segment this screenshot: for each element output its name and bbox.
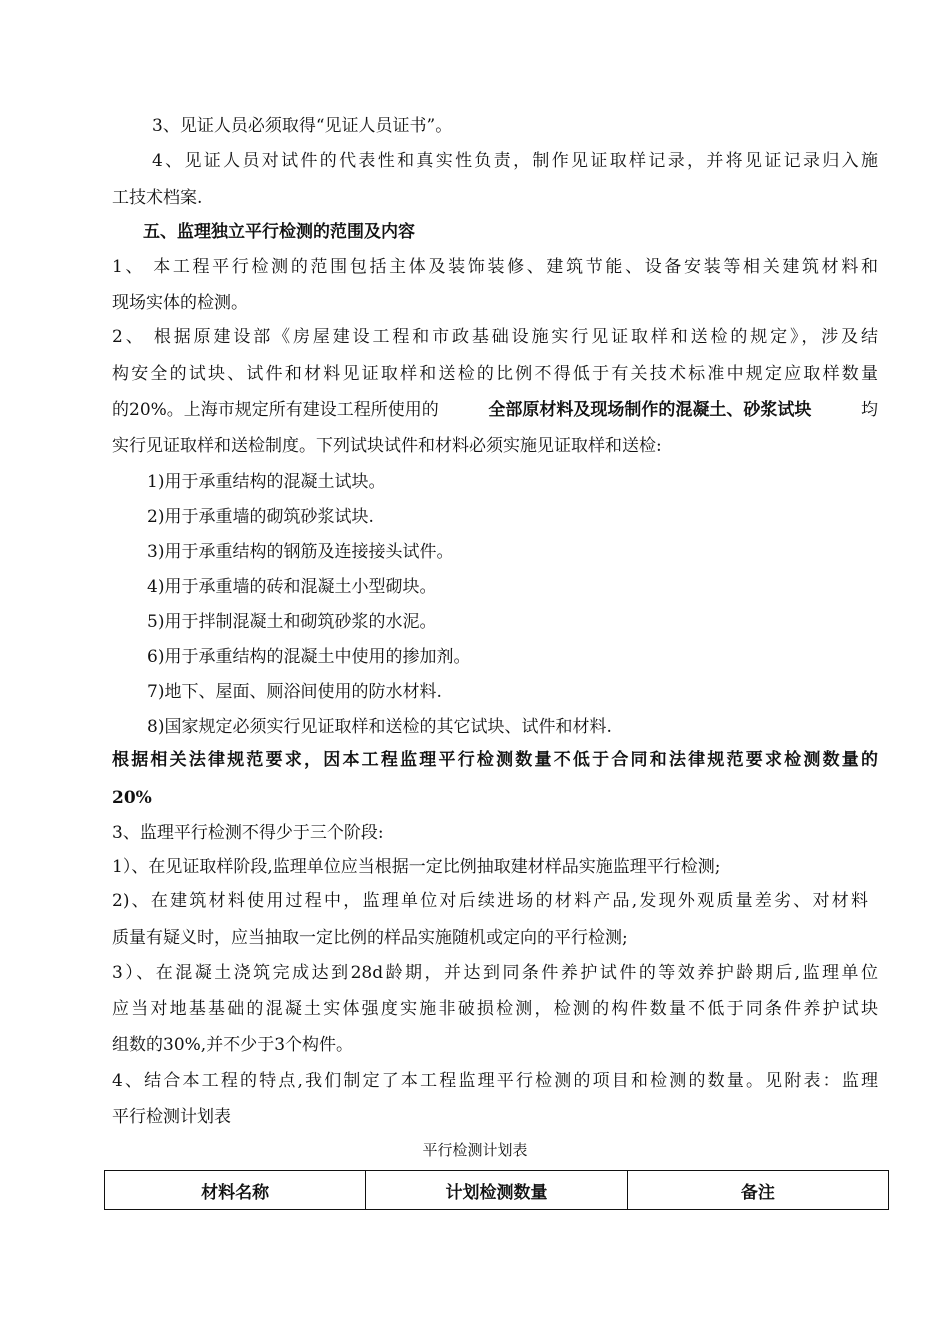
paragraph-line: 组数的30%,并不少于3个构件。	[112, 1035, 354, 1055]
plan-table	[104, 1170, 889, 1210]
paragraph-line: 平行检测计划表	[112, 1107, 231, 1127]
list-item: 3)用于承重结构的钢筋及连接接头试件。	[147, 542, 454, 562]
paragraph-line: 3）、在混凝土浇筑完成达到28d龄期，并达到同条件养护试件的等效养护龄期后,监理单位	[112, 963, 878, 983]
table-caption: 平行检测计划表	[422, 1141, 528, 1159]
paragraph-line: 质量有疑义时，应当抽取一定比例的样品实施随机或定向的平行检测;	[112, 928, 628, 948]
list-item: 2)用于承重墙的砌筑砂浆试块.	[147, 507, 374, 527]
paragraph-line: 3、见证人员必须取得“见证人员证书”。	[152, 116, 453, 136]
emphasized-paragraph: 根据相关法律规范要求，因本工程监理平行检测数量不低于合同和法律规范要求检测数量的	[112, 750, 878, 770]
paragraph-line: 3、监理平行检测不得少于三个阶段:	[112, 823, 384, 843]
list-item: 1)用于承重结构的混凝土试块。	[147, 472, 386, 492]
paragraph-line: 1）、在见证取样阶段,监理单位应当根据一定比例抽取建材样品实施监理平行检测;	[112, 857, 721, 877]
paragraph-line: 实行见证取样和送检制度。下列试块试件和材料必须实施见证取样和送检:	[112, 436, 662, 456]
paragraph-line: 2、 根据原建设部《房屋建设工程和市政基础设施实行见证取样和送检的规定》，涉及结	[112, 327, 878, 347]
list-item: 7)地下、屋面、厕浴间使用的防水材料.	[147, 682, 442, 702]
list-item: 4)用于承重墙的砖和混凝土小型砌块。	[147, 577, 437, 597]
list-item: 6)用于承重结构的混凝土中使用的掺加剂。	[147, 647, 471, 667]
paragraph-text: 均	[860, 400, 878, 420]
paragraph-line: 现场实体的检测。	[112, 293, 248, 313]
column-header-quantity: 计划检测数量	[366, 1171, 627, 1210]
table-header-row	[105, 1171, 889, 1210]
emphasized-paragraph: 20%	[112, 788, 152, 808]
section-heading: 五、监理独立平行检测的范围及内容	[143, 222, 415, 242]
paragraph-line: 应当对地基基础的混凝土实体强度实施非破损检测，检测的构件数量不低于同条件养护试块	[112, 999, 878, 1019]
paragraph-text: 的20%。上海市规定所有建设工程所使用的	[112, 400, 439, 420]
emphasized-text: 全部原材料及现场制作的混凝土、砂浆试块	[488, 400, 812, 420]
column-header-remarks: 备注	[627, 1171, 888, 1210]
paragraph-line: 1、 本工程平行检测的范围包括主体及装饰装修、建筑节能、设备安装等相关建筑材料和	[112, 257, 878, 277]
paragraph-line: 4、结合本工程的特点,我们制定了本工程监理平行检测的项目和检测的数量。见附表：监理	[112, 1071, 878, 1091]
list-item: 5)用于拌制混凝土和砌筑砂浆的水泥。	[147, 612, 437, 632]
paragraph-line: 构安全的试块、试件和材料见证取样和送检的比例不得低于有关技术标准中规定应取样数量	[112, 364, 878, 384]
column-header-material: 材料名称	[105, 1171, 366, 1210]
paragraph-line-mixed	[112, 400, 878, 420]
paragraph-line: 工技术档案.	[112, 188, 203, 208]
paragraph-line: 4、见证人员对试件的代表性和真实性负责，制作见证取样记录，并将见证记录归入施	[152, 151, 878, 171]
paragraph-line: 2)、在建筑材料使用过程中，监理单位对后续进场的材料产品,发现外观质量差劣、对材料	[112, 891, 868, 911]
list-item: 8)国家规定必须实行见证取样和送检的其它试块、试件和材料.	[147, 717, 612, 737]
